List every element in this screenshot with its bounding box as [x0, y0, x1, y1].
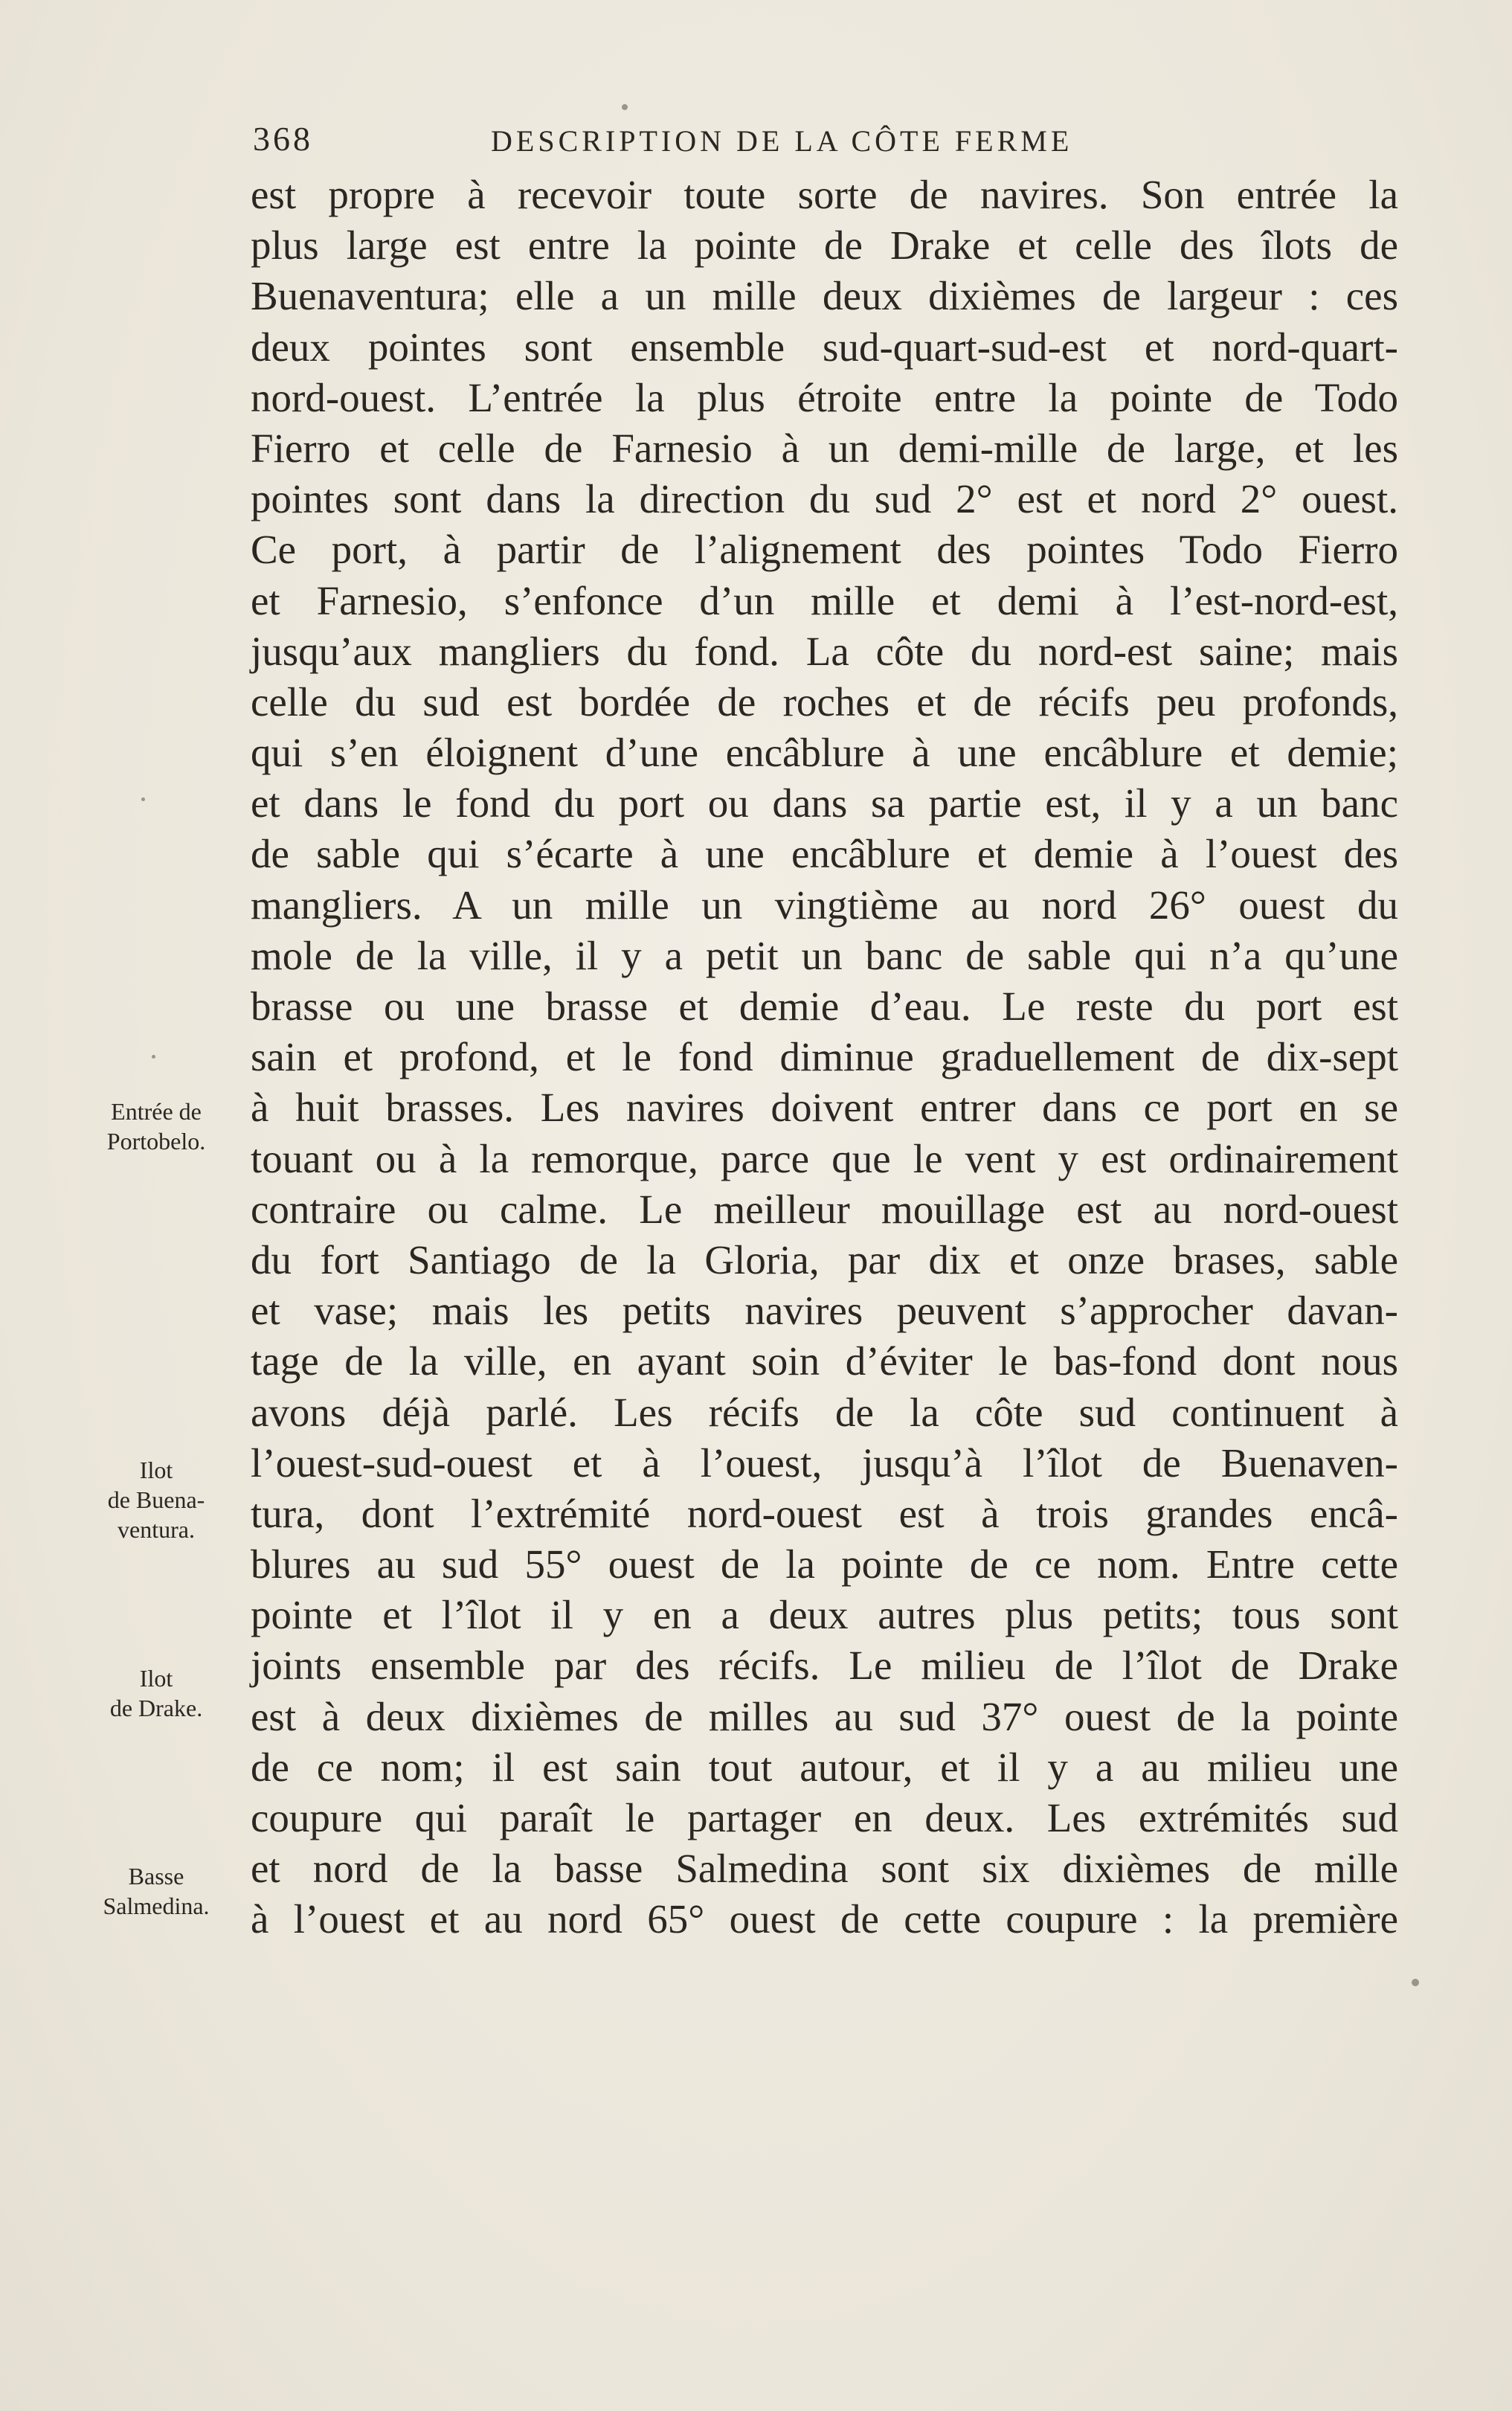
text-line: Buenaventura; elle a un mille deux dixièmes de largeur : ces [251, 273, 1398, 319]
margin-note-line: Salmedina. [103, 1892, 210, 1919]
margin-note-line: de Drake. [109, 1695, 203, 1721]
text-line: et dans le fond du port ou dans sa partie est, il y a un banc [251, 780, 1398, 826]
margin-note-line: Entrée de [111, 1098, 202, 1125]
text-line: tage de la ville, en ayant soin d’éviter le bas-fond dont nous [251, 1338, 1398, 1384]
text-line: du fort Santiago de la Gloria, par dix et onze brases, sable [251, 1236, 1398, 1282]
text-line: sain et profond, et le fond diminue graduellement de dix-sept [251, 1034, 1398, 1080]
text-line: mole de la ville, il y a petit un banc de sable qui n’a qu’une [251, 932, 1398, 978]
text-line: blures au sud 55° ouest de la pointe de ce nom. Entre cette [251, 1541, 1398, 1587]
text-line: brasse ou une brasse et demie d’eau. Le reste du port est [251, 983, 1398, 1029]
text-line: est propre à recevoir toute sorte de navires. Son entrée la [251, 172, 1398, 217]
text-line: à l’ouest et au nord 65° ouest de cette coupure : la première [251, 1896, 1398, 1942]
paper-speck [141, 797, 145, 801]
text-line: deux pointes sont ensemble sud-quart-sud-est et nord-quart- [251, 324, 1398, 370]
text-line: pointe et l’îlot il y en a deux autres plus petits; tous sont [251, 1592, 1398, 1638]
text-line: contraire ou calme. Le meilleur mouillage est au nord-ouest [251, 1186, 1398, 1232]
text-line: à huit brasses. Les navires doivent entrer dans ce port en se [251, 1085, 1398, 1131]
text-line: et nord de la basse Salmedina sont six dixièmes de mille [251, 1846, 1398, 1892]
text-line: Fierro et celle de Farnesio à un demi-mille de large, et les [251, 425, 1398, 471]
text-line: coupure qui paraît le partager en deux. Les extrémités sud [251, 1795, 1398, 1840]
text-line: plus large est entre la pointe de Drake et celle des îlots de [251, 222, 1398, 269]
text-line: et vase; mais les petits navires peuvent s’approcher davan- [251, 1288, 1398, 1334]
margin-note-ilot-buenaventura [82, 1455, 231, 1544]
margin-note-line: ventura. [118, 1516, 195, 1543]
text-line: et Farnesio, s’enfonce d’un mille et demi à l’est-nord-est, [251, 577, 1398, 623]
text-line: pointes sont dans la direction du sud 2° est et nord 2° ouest. [251, 476, 1398, 522]
margin-note-line: Ilot [139, 1665, 173, 1692]
text-line: l’ouest-sud-ouest et à l’ouest, jusqu’à l’îlot de Buenaven- [251, 1439, 1398, 1486]
text-line: jusqu’aux mangliers du fond. La côte du nord-est saine; mais [251, 628, 1398, 674]
margin-note-basse-salmedina [82, 1861, 231, 1921]
text-line: Ce port, à partir de l’alignement des pointes Todo Fierro [251, 527, 1398, 573]
text-line: mangliers. A un mille un vingtième au nord 26° ouest du [251, 882, 1398, 928]
paper-speck [1412, 1979, 1419, 1986]
page-header [253, 119, 1398, 164]
text-line: avons déjà parlé. Les récifs de la côte sud continuent à [251, 1389, 1398, 1435]
text-line: celle du sud est bordée de roches et de récifs peu profonds, [251, 678, 1398, 725]
text-line: tura, dont l’extrémité nord-ouest est à trois grandes encâ- [251, 1490, 1398, 1536]
margin-note-line: Basse [128, 1863, 184, 1890]
margin-note-line: de Buena- [107, 1486, 205, 1513]
text-line: de ce nom; il est sain tout autour, et il y a au milieu une [251, 1744, 1398, 1790]
margin-note-entree-portobelo [82, 1097, 231, 1156]
paper-speck [152, 1055, 155, 1059]
body-text [251, 170, 1398, 1945]
text-line: qui s’en éloignent d’une encâblure à une encâblure et demie; [251, 730, 1398, 776]
margin-note-line: Portobelo. [106, 1128, 206, 1155]
margin-note-ilot-drake [82, 1663, 231, 1723]
text-line: est à deux dixièmes de milles au sud 37° ouest de la pointe [251, 1693, 1398, 1739]
page-number: 368 [253, 120, 313, 158]
text-line: touant ou à la remorque, parce que le vent y est ordinairement [251, 1135, 1398, 1181]
text-line: de sable qui s’écarte à une encâblure et demie à l’ouest des [251, 831, 1398, 877]
text-line: joints ensemble par des récifs. Le milieu de l’îlot de Drake [251, 1643, 1398, 1689]
running-title: DESCRIPTION DE LA CÔTE FERME [491, 124, 1073, 158]
margin-note-line: Ilot [139, 1457, 173, 1483]
paper-speck [622, 104, 628, 110]
text-line: nord-ouest. L’entrée la plus étroite entre la pointe de Todo [251, 374, 1398, 420]
